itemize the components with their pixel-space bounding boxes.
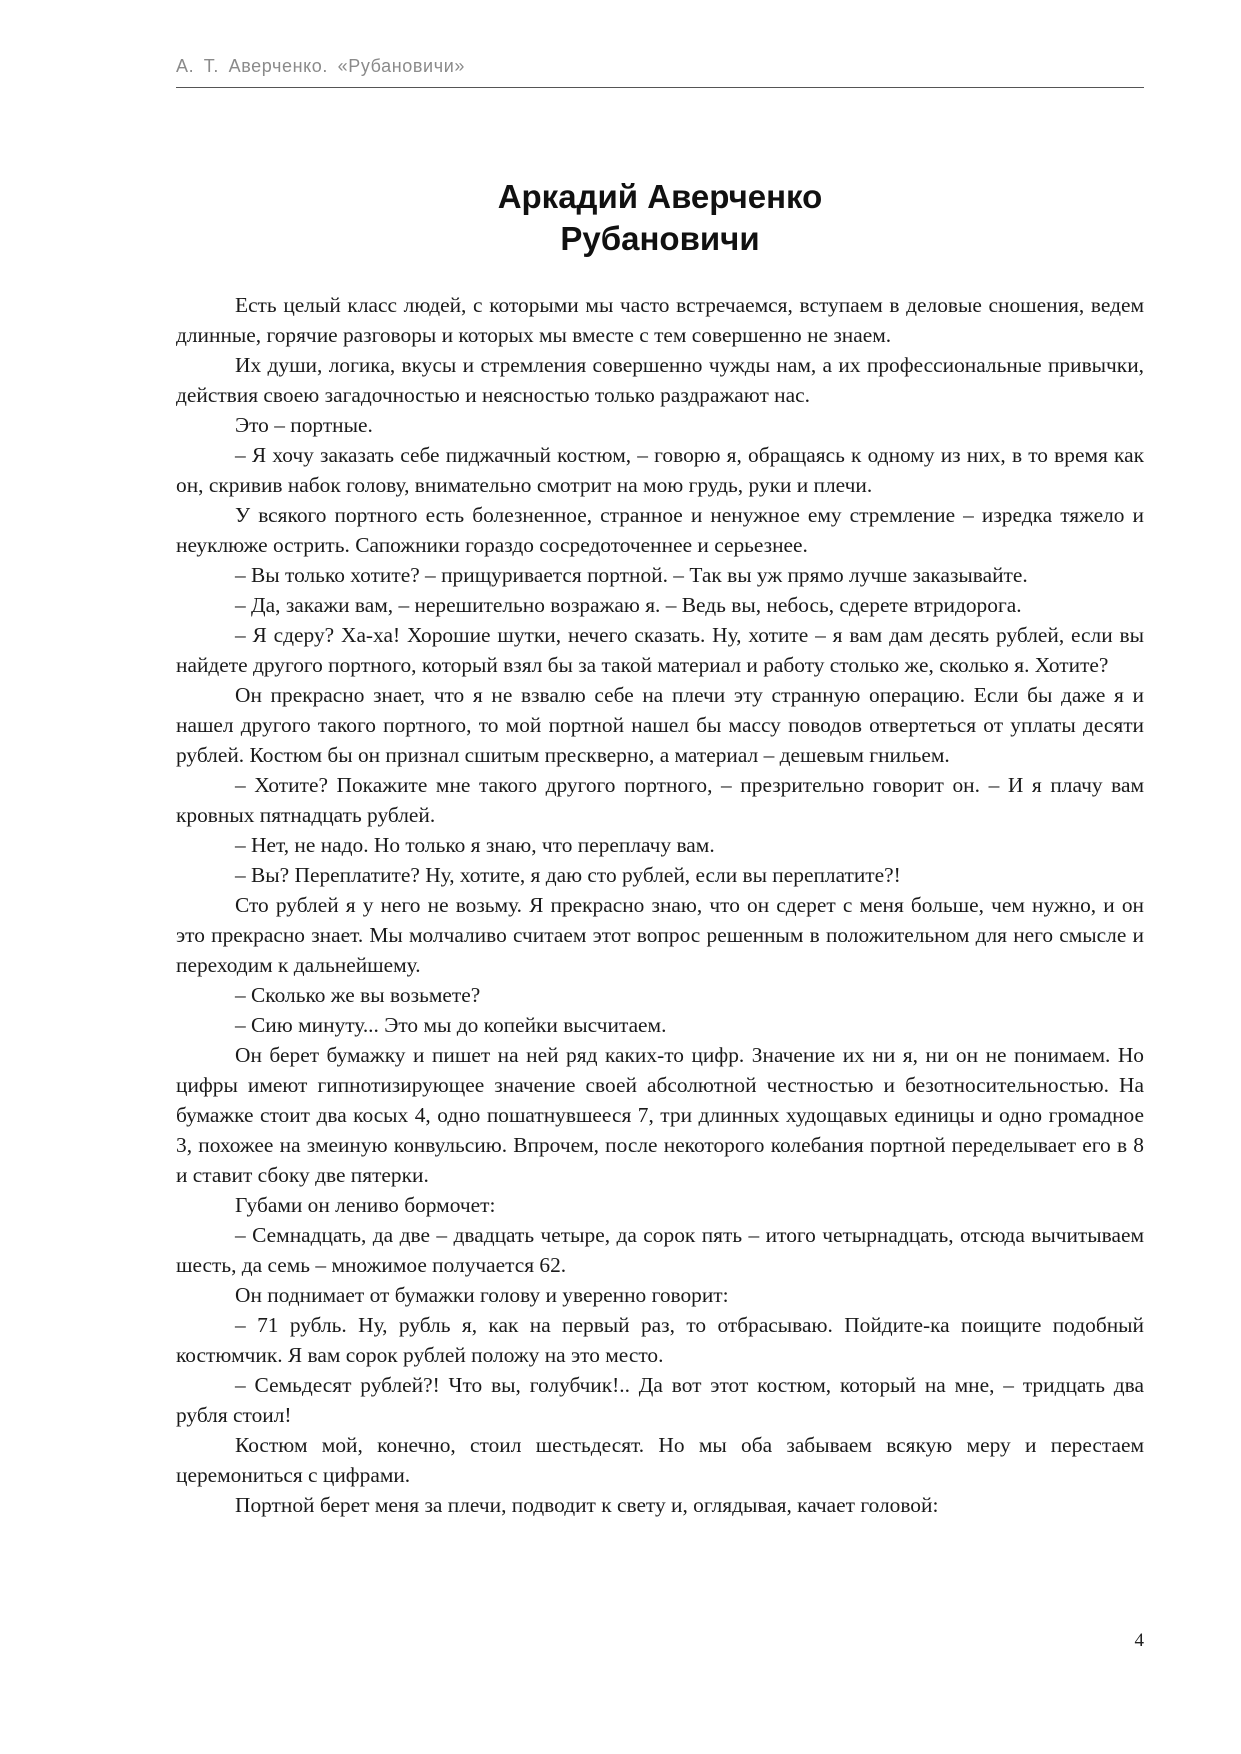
paragraph: – Семнадцать, да две – двадцать четыре, да сорок пять – итого четырнадцать, отсюда вычитываем шесть, да семь – множимое получается 62. [176, 1223, 1144, 1277]
paragraph: – Я сдеру? Ха-ха! Хорошие шутки, нечего сказать. Ну, хотите – я вам дам десять рублей, если вы найдете другого портного, который взял бы за такой материал и работу столько же, сколько я. Хотите? [176, 623, 1144, 677]
paragraph: – Да, закажи вам, – нерешительно возражаю я. – Ведь вы, небось, сдерете втридорога. [235, 593, 1022, 617]
paragraph: У всякого портного есть болезненное, странное и ненужное ему стремление – изредка тяжело и неуклюже острить. Сапожники гораздо сосредоточеннее и серьезнее. [176, 503, 1144, 557]
paragraph: – Нет, не надо. Но только я знаю, что переплачу вам. [235, 833, 715, 857]
paragraph: – Я хочу заказать себе пиджачный костюм, – говорю я, обращаясь к одному из них, в то время как он, скривив набок голову, внимательно смотрит на мою грудь, руки и плечи. [176, 443, 1144, 497]
page-title [176, 176, 1144, 260]
paragraph: Есть целый класс людей, с которыми мы часто встречаемся, вступаем в деловые сношения, ведем длинные, горячие разговоры и которых мы вместе с тем совершенно не знаем. [176, 293, 1144, 347]
paragraph: Это – портные. [235, 413, 373, 437]
paragraph: – Вы только хотите? – прищуривается портной. – Так вы уж прямо лучше заказывайте. [235, 563, 1028, 587]
paragraph: – 71 рубль. Ну, рубль я, как на первый раз, то отбрасываю. Пойдите-ка поищите подобный костюмчик. Я вам сорок рублей положу на это место. [176, 1313, 1144, 1367]
paragraph: Губами он лениво бормочет: [235, 1193, 496, 1217]
story-text [176, 290, 1144, 1520]
author-name: Аркадий Аверченко [497, 178, 823, 215]
paragraph: Костюм мой, конечно, стоил шестьдесят. Но мы оба забываем всякую меру и перестаем церемониться с цифрами. [176, 1433, 1144, 1487]
paragraph: Их души, логика, вкусы и стремления совершенно чужды нам, а их профессиональные привычки, действия своею загадочностью и неясностью только раздражают нас. [176, 353, 1144, 407]
page-number: 4 [1134, 1630, 1144, 1651]
paragraph: Он берет бумажку и пишет на ней ряд каких-то цифр. Значение их ни я, ни он не понимаем. Но цифры имеют гипнотизирующее значение своей абсолютной честностью и безотносительностью. На бумажке стоит два косых 4, одно пошатнувшееся 7, три длинных худощавых единицы и одно громадное 3, похожее на змеиную конвульсию. Впрочем, после некоторого колебания портной переделывает его в 8 и ставит сбоку две пятерки. [176, 1043, 1144, 1187]
paragraph: – Сколько же вы возьмете? [235, 983, 481, 1007]
running-header: А. Т. Аверченко. «Рубановичи» [176, 56, 465, 76]
work-title: Рубановичи [560, 220, 760, 257]
paragraph: – Вы? Переплатите? Ну, хотите, я даю сто рублей, если вы переплатите?! [235, 863, 901, 887]
paragraph: Портной берет меня за плечи, подводит к свету и, оглядывая, качает головой: [235, 1493, 939, 1517]
paragraph: Он прекрасно знает, что я не взвалю себе на плечи эту странную операцию. Если бы даже я и нашел другого такого портного, то мой портной нашел бы массу поводов отвертеться от уплаты десяти рублей. Костюм бы он признал сшитым прескверно, а материал – дешевым гнильем. [176, 683, 1144, 767]
paragraph: Он поднимает от бумажки голову и уверенно говорит: [235, 1283, 729, 1307]
paragraph: – Сию минуту... Это мы до копейки высчитаем. [235, 1013, 667, 1037]
header-divider [176, 87, 1144, 88]
paragraph: Сто рублей я у него не возьму. Я прекрасно знаю, что он сдерет с меня больше, чем нужно, и он это прекрасно знает. Мы молчаливо считаем этот вопрос решенным в положительном для него смысле и переходим к дальнейшему. [176, 893, 1144, 977]
paragraph: – Хотите? Покажите мне такого другого портного, – презрительно говорит он. – И я плачу вам кровных пятнадцать рублей. [176, 773, 1144, 827]
paragraph: – Семьдесят рублей?! Что вы, голубчик!.. Да вот этот костюм, который на мне, – тридцать два рубля стоил! [176, 1373, 1144, 1427]
